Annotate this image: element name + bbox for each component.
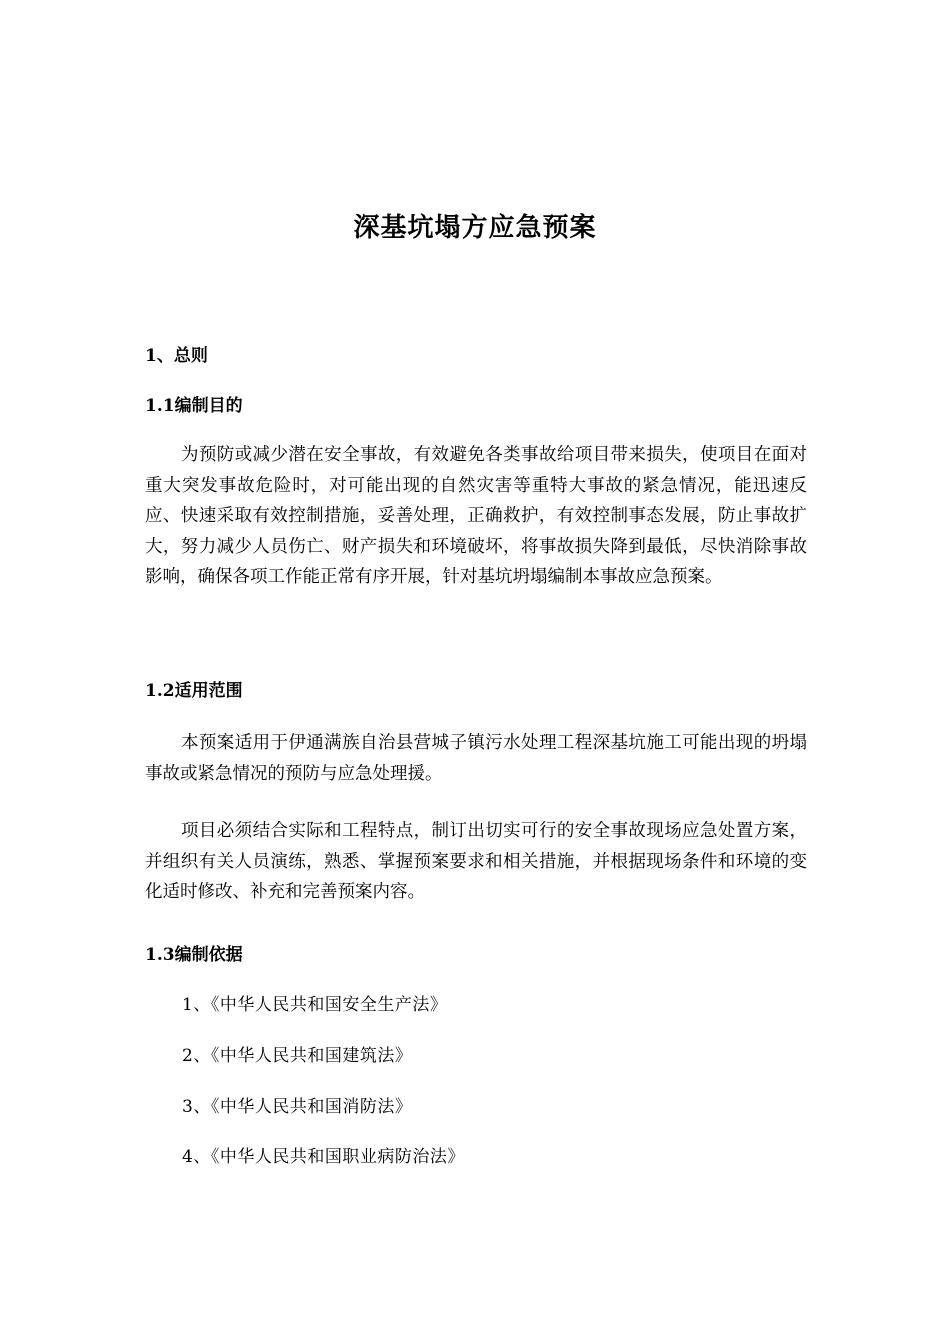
paragraph-purpose: 为预防或减少潜在安全事故，有效避免各类事故给项目带来损失，使项目在面对重大突发事故危险时，对可能出现的自然灾害等重特大事故的紧急情况，能迅速反应、快速采取有效控制措施，妥善处理，正确救护，有效控制事态发展，防止事故扩大，努力减少人员伤亡、财产损失和环境破坏，将事故损失降到最低，尽快消除事故影响，确保各项工作能正常有序开展，针对基坑坍塌编制本事故应急预案。	[145, 445, 807, 587]
section-heading-purpose: 1.1编制目的	[145, 396, 243, 416]
paragraph-scope-2: 项目必须结合实际和工程特点，制订出切实可行的安全事故现场应急处置方案，并组织有关人员演练，熟悉、掌握预案要求和相关措施，并根据现场条件和环境的变化适时修改、补充和完善预案内容。	[145, 821, 807, 902]
section-heading-general: 1、总则	[145, 346, 208, 366]
reference-item: 1、《中华人民共和国安全生产法》	[182, 995, 448, 1015]
document-title: 深基坑塌方应急预案	[353, 213, 597, 243]
paragraph-scope-1: 本预案适用于伊通满族自治县营城子镇污水处理工程深基坑施工可能出现的坍塌事故或紧急情况的预防与应急处理援。	[145, 733, 807, 784]
section-heading-scope: 1.2适用范围	[145, 681, 243, 701]
reference-item: 4、《中华人民共和国职业病防治法》	[182, 1147, 465, 1167]
section-heading-basis: 1.3编制依据	[145, 945, 243, 965]
reference-item: 2、《中华人民共和国建筑法》	[182, 1046, 413, 1066]
reference-item: 3、《中华人民共和国消防法》	[182, 1097, 413, 1117]
